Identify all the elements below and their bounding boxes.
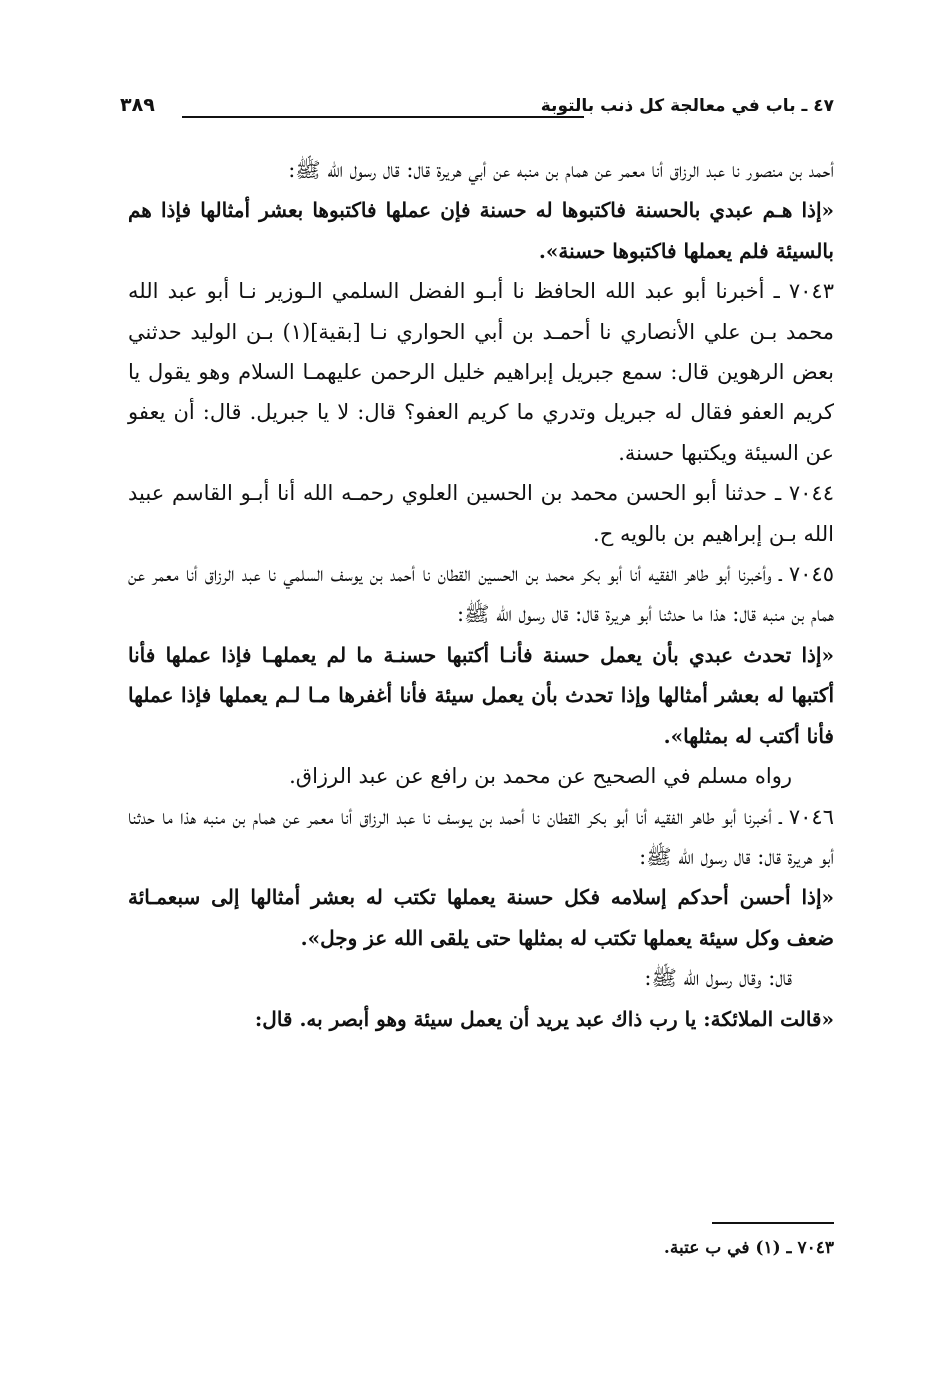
chapter-title: ٤٧ ـ باب في معالجة كل ذنب بالتوبة xyxy=(540,96,834,116)
hadith-7043: ٧٠٤٣ ـ أخبرنا أبو عبد الله الحافظ نا أبـو الفضل السلمي الـوزير نـا أبو عبد الله محمد بـن علي الأنصاري نا أحمـد بن أبي الحواري نـا [بقية](١) بـن الوليد حدثني بعض الرهوين قال: سمع جبريل إبراهيم خليل الرحمن عليهمـا السلام وهو يقول يا كريم العفو فقال له جبريل وتدري ما كريم العفو؟ قال: لا يا جبريل. قال: أن يعفو عن السيئة ويكتبها حسنة. xyxy=(128,279,834,465)
narration-line: قال: وقال رسول الله ﷺ: xyxy=(644,966,792,991)
page-body xyxy=(128,150,834,1039)
hadith-quote: «إذا أحسن أحدكم إسلامه فكل حسنة يعملها تكتب له بعشر أمثالها إلى سبعمـائة ضعف وكل سيئة يعملها تكتب له بمثلها حتى يلقى الله عز وجل». xyxy=(128,885,834,950)
running-header xyxy=(120,90,834,130)
page-number: ٣٨٩ xyxy=(120,94,155,116)
hadith-quote: «قالت الملائكة: يا رب ذاك عبد يريد أن يعمل سيئة وهو أبصر به. قال: xyxy=(254,1006,834,1031)
header-rule xyxy=(182,116,584,118)
hadith-7044: ٧٠٤٤ ـ حدثنا أبو الحسن محمد بن الحسين العلوي رحمـه الله أنا أبـو القاسم عبيد الله بـن إبراهيم بن بالويه ح. xyxy=(128,481,834,546)
hadith-quote: «إذا هـم عبدي بالحسنة فاكتبوها له حسنة فإن عملها فاكتبوها بعشر أمثالها فإذا هم بالسيئة فلم يعملها فاكتبوها حسنة». xyxy=(128,198,834,263)
hadith-quote: «إذا تحدث عبدي بأن يعمل حسنة فأنـا أكتبها حسنـة ما لم يعملهـا فإذا عملها فأنا أكتبها له بعشر أمثالها وإذا تحدث بأن يعمل سيئة فأنا أغفرها مـا لـم يعملها فإذا عملها فأنا أكتب له بمثلها». xyxy=(128,642,834,748)
hadith-7045: ٧٠٤٥ ـ وأخبرنا أبو طاهر الفقيه أنا أبو بكر محمد بن الحسين القطان نا أحمد بن يوسف السلمي نا عبد الرزاق أنا معمر عن همام بن منبه قال: هذا ما حدثنا أبو هريرة قال: قال رسول الله ﷺ: xyxy=(128,562,834,627)
narration-note: رواه مسلم في الصحيح عن محمد بن رافع عن عبد الرزاق. xyxy=(289,764,792,789)
paragraph-isnad: أحمد بن منصور نا عبد الرزاق أنا معمر عن همام بن منبه عن أبي هريرة قال: قال رسول الله ﷺ: xyxy=(288,158,834,182)
footnote: ٧٠٤٣ ـ (١) في ب عتبة. xyxy=(663,1238,834,1258)
footnote-rule xyxy=(712,1222,834,1224)
hadith-7046: ٧٠٤٦ ـ أخبرنا أبو طاهر الفقيه أنا أبو بكر القطان نا أحمد بن يـوسف نا عبد الرزاق أنا معمر عن همام بن منبه هذا ما حدثنا أبو هريرة قال: قال رسول الله ﷺ: xyxy=(128,804,834,869)
